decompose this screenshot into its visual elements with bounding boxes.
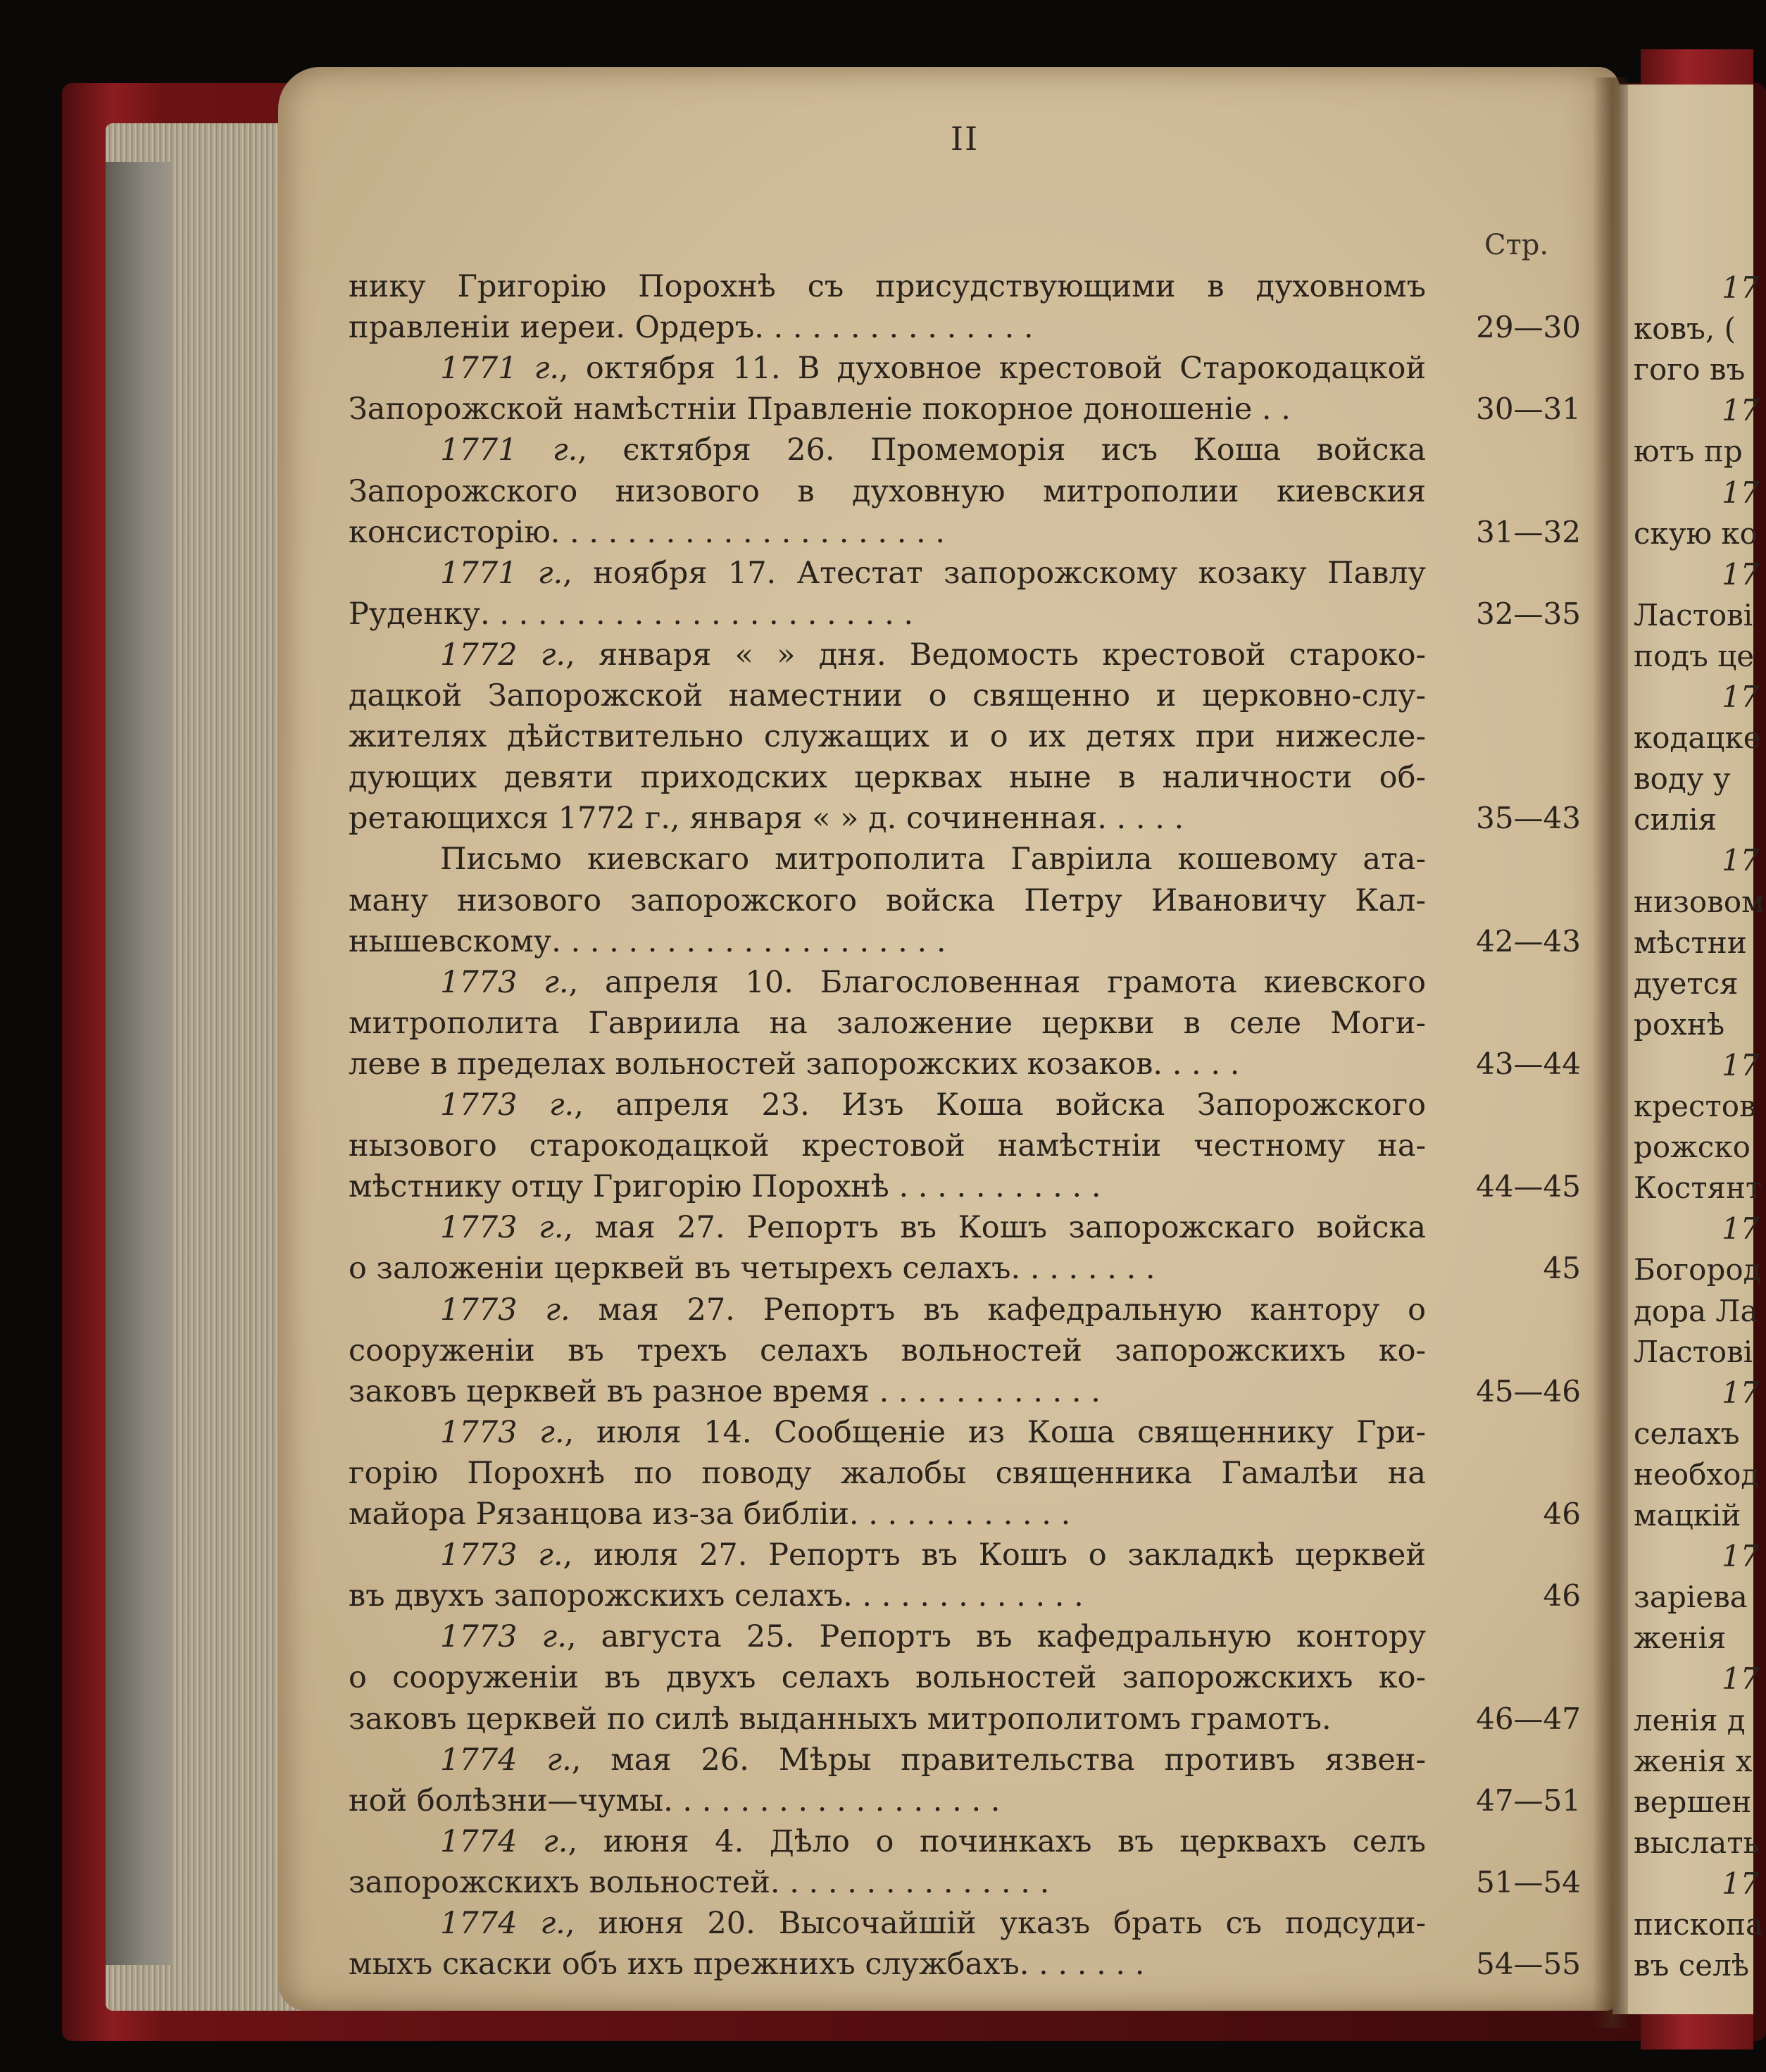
toc-page-range: 54—55 [1476, 1947, 1581, 1981]
toc-line: нику Григорію Порохнѣ съ присудствующими в духовномъ [349, 269, 1426, 304]
right-page-line: заріева [1634, 1580, 1748, 1614]
right-page-line: ленія д [1634, 1703, 1746, 1737]
toc-line: 1774 г., июня 20. Высочайшій указъ брать съ подсуди- [440, 1906, 1427, 1941]
toc-line: правленіи иереи. Ордеръ. . . . . . . . . . . . . . . [349, 310, 1034, 345]
right-page-line: мацкій [1634, 1498, 1741, 1533]
toc-line: Руденку. . . . . . . . . . . . . . . . . . . . . . . [349, 597, 914, 632]
toc-page-range: 44—45 [1476, 1169, 1581, 1204]
toc-line: нызового старокодацкой крестовой намѣстніи честному на- [349, 1128, 1426, 1163]
toc-line: 1773 г., мая 27. Репортъ въ Кошъ запорожскаго войска [440, 1210, 1427, 1245]
toc-line: 1772 г., января « » дня. Ведомость крестовой староко- [440, 637, 1426, 673]
toc-line: ной болѣзни—чумы. . . . . . . . . . . . . . . . . . [349, 1783, 1001, 1818]
right-page-line: Ластові [1634, 598, 1753, 632]
right-page-line: 17 [1722, 1661, 1760, 1696]
right-page-line: Богород [1634, 1252, 1762, 1287]
right-page-line: 17 [1722, 680, 1760, 714]
toc-line: въ двухъ запорожскихъ селахъ. . . . . . . . . . . . . [349, 1578, 1084, 1614]
right-page-line: выслать [1634, 1826, 1760, 1860]
toc-line: 1774 г., июня 4. Дѣло о починкахъ въ церквахъ селъ [440, 1824, 1427, 1859]
right-page-line: скую ко [1634, 516, 1758, 551]
toc-line: о заложеніи церквей въ четырехъ селахъ. . . . . . . . [349, 1251, 1156, 1286]
right-page-line: 17 [1722, 1375, 1760, 1410]
right-page-line: низовом [1634, 885, 1765, 919]
right-page-line: Костянт [1634, 1171, 1762, 1205]
toc-page-range: 45 [1543, 1251, 1581, 1285]
toc-page-range: 46 [1543, 1497, 1581, 1531]
right-page-line: кодацке [1634, 720, 1761, 755]
toc-line: запорожскихъ вольностей. . . . . . . . . . . . . . . [349, 1865, 1050, 1900]
toc-line: 1773 г., апреля 23. Изъ Коша войска Запорожского [440, 1087, 1426, 1123]
toc-line: о сооруженіи въ двухъ селахъ вольностей запорожскихъ ко- [349, 1660, 1426, 1695]
right-page-line: вершен [1634, 1785, 1752, 1819]
toc-line: 1774 г., мая 26. Мѣры правительства противъ язвен- [440, 1742, 1426, 1778]
toc-line: Запорожской намѣстніи Правленіе покорное доношеніе . . [349, 392, 1291, 427]
right-page-line: силія [1634, 802, 1717, 837]
right-page-line: дора Ла [1634, 1294, 1758, 1328]
right-page-line: рожско [1634, 1130, 1751, 1164]
toc-line: дацкой Запорожской наместнии о священно и церковно-слу- [349, 678, 1426, 713]
toc-line: леве в пределах вольностей запорожских козаков. . . . . [349, 1047, 1240, 1082]
toc-line: 1773 г., июля 14. Сообщеніе из Коша священнику Гри- [440, 1415, 1426, 1450]
right-page-line: 17 [1722, 393, 1760, 427]
right-page-line: въ селѣ [1634, 1948, 1750, 1983]
right-page-line: Ластові [1634, 1335, 1753, 1369]
right-page-line: гого въ [1634, 352, 1746, 387]
toc-line: консисторію. . . . . . . . . . . . . . . . . . . . . [349, 515, 946, 550]
right-page-line: крестов [1634, 1089, 1756, 1123]
toc-line: мыхъ скаски объ ихъ прежнихъ службахъ. . . . . . . [349, 1947, 1145, 1982]
toc-line: дующих девяти приходских церквах ныне в наличности об- [349, 760, 1426, 795]
right-page-line: ковъ, ( [1634, 311, 1736, 346]
toc-page-range: 43—44 [1476, 1047, 1581, 1081]
page-column-label: Стр. [1484, 229, 1549, 261]
toc-page-range: 35—43 [1476, 801, 1581, 835]
right-page-line: 17 [1722, 1866, 1760, 1901]
toc-line: ману низового запорожского войска Петру Ивановичу Кал- [349, 883, 1426, 918]
toc-page-range: 47—51 [1476, 1783, 1581, 1818]
right-page-line: воду у [1634, 761, 1731, 796]
right-page-line: пископа [1634, 1907, 1764, 1942]
right-page-line: женія х [1634, 1744, 1753, 1778]
toc-line: майора Рязанцова из-за библіи. . . . . . . . . . . . [349, 1497, 1071, 1532]
toc-line: сооруженіи въ трехъ селахъ вольностей запорожскихъ ко- [349, 1333, 1426, 1368]
right-page-line: необход [1634, 1457, 1760, 1492]
toc-page-range: 31—32 [1476, 515, 1581, 549]
right-page-line: ютъ пр [1634, 434, 1743, 468]
toc-line: 1773 г., июля 27. Репортъ въ Кошъ о закладкѣ церквей [440, 1537, 1426, 1573]
toc-page-range: 45—46 [1476, 1374, 1581, 1409]
toc-line: ретающихся 1772 г., января « » д. сочиненная. . . . . [349, 801, 1184, 836]
toc-page-range: 32—35 [1476, 597, 1581, 631]
right-page-line: 17 [1722, 1048, 1760, 1082]
right-page-line: рохнѣ [1634, 1007, 1725, 1042]
right-page-line: 17 [1722, 843, 1760, 878]
page-edge-shadow [106, 162, 173, 1965]
right-page-line: подъ це [1634, 639, 1755, 673]
toc-page-range: 30—31 [1476, 392, 1581, 426]
right-page-line: 17 [1722, 557, 1760, 592]
toc-line: заковъ церквей въ разное время . . . . . . . . . . . . [349, 1374, 1101, 1409]
page-number: II [950, 120, 979, 158]
toc-line: 1773 г., августа 25. Репортъ въ кафедральную контору [440, 1619, 1427, 1654]
right-page-line: женія [1634, 1621, 1727, 1655]
toc-line: Запорожского низового в духовную митрополии киевския [349, 474, 1426, 509]
toc-line: 1773 г., апреля 10. Благословенная грамота киевского [440, 965, 1427, 1000]
toc-line: Письмо киевскаго митрополита Гавріила кошевому ата- [440, 842, 1426, 877]
toc-page-range: 42—43 [1476, 924, 1581, 959]
right-page-line: дуется [1634, 966, 1739, 1001]
toc-line: горію Порохнѣ по поводу жалобы священника Гамалѣи на [349, 1456, 1426, 1491]
right-page-line: 17 [1722, 475, 1760, 510]
toc-page-range: 51—54 [1476, 1865, 1581, 1899]
toc-line: 1771 г., октября 11. В духовное крестовой Старокодацкой [440, 351, 1427, 386]
toc-line: 1773 г. мая 27. Репортъ въ кафедральную кантору о [440, 1292, 1426, 1328]
right-page-line: 17 [1722, 1539, 1760, 1573]
toc-line: мѣстнику отцу Григорію Порохнѣ . . . . . . . . . . . [349, 1169, 1101, 1204]
toc-line: нышевскому. . . . . . . . . . . . . . . . . . . . . [349, 924, 946, 959]
right-page-line: 17 [1722, 270, 1760, 305]
right-page-line: мѣстни [1634, 925, 1747, 960]
toc-page-range: 46 [1543, 1578, 1581, 1613]
toc-line: заковъ церквей по силѣ выданныхъ митрополитомъ грамотъ. [349, 1702, 1332, 1737]
right-page-line: селахъ [1634, 1416, 1740, 1451]
right-page-line: 17 [1722, 1211, 1760, 1246]
book-gutter [1593, 77, 1628, 2028]
toc-line: 1771 г., єктября 26. Промеморія исъ Коша войска [440, 432, 1426, 468]
toc-page-range: 46—47 [1476, 1702, 1581, 1736]
toc-line: жителях дѣйствительно служащих и о их детях при нижесле- [349, 719, 1426, 754]
toc-page-range: 29—30 [1476, 310, 1581, 344]
toc-line: 1771 г., ноября 17. Атестат запорожскому козаку Павлу [440, 556, 1426, 591]
toc-line: митрополита Гавриила на заложение церкви в селе Моги- [349, 1006, 1426, 1041]
